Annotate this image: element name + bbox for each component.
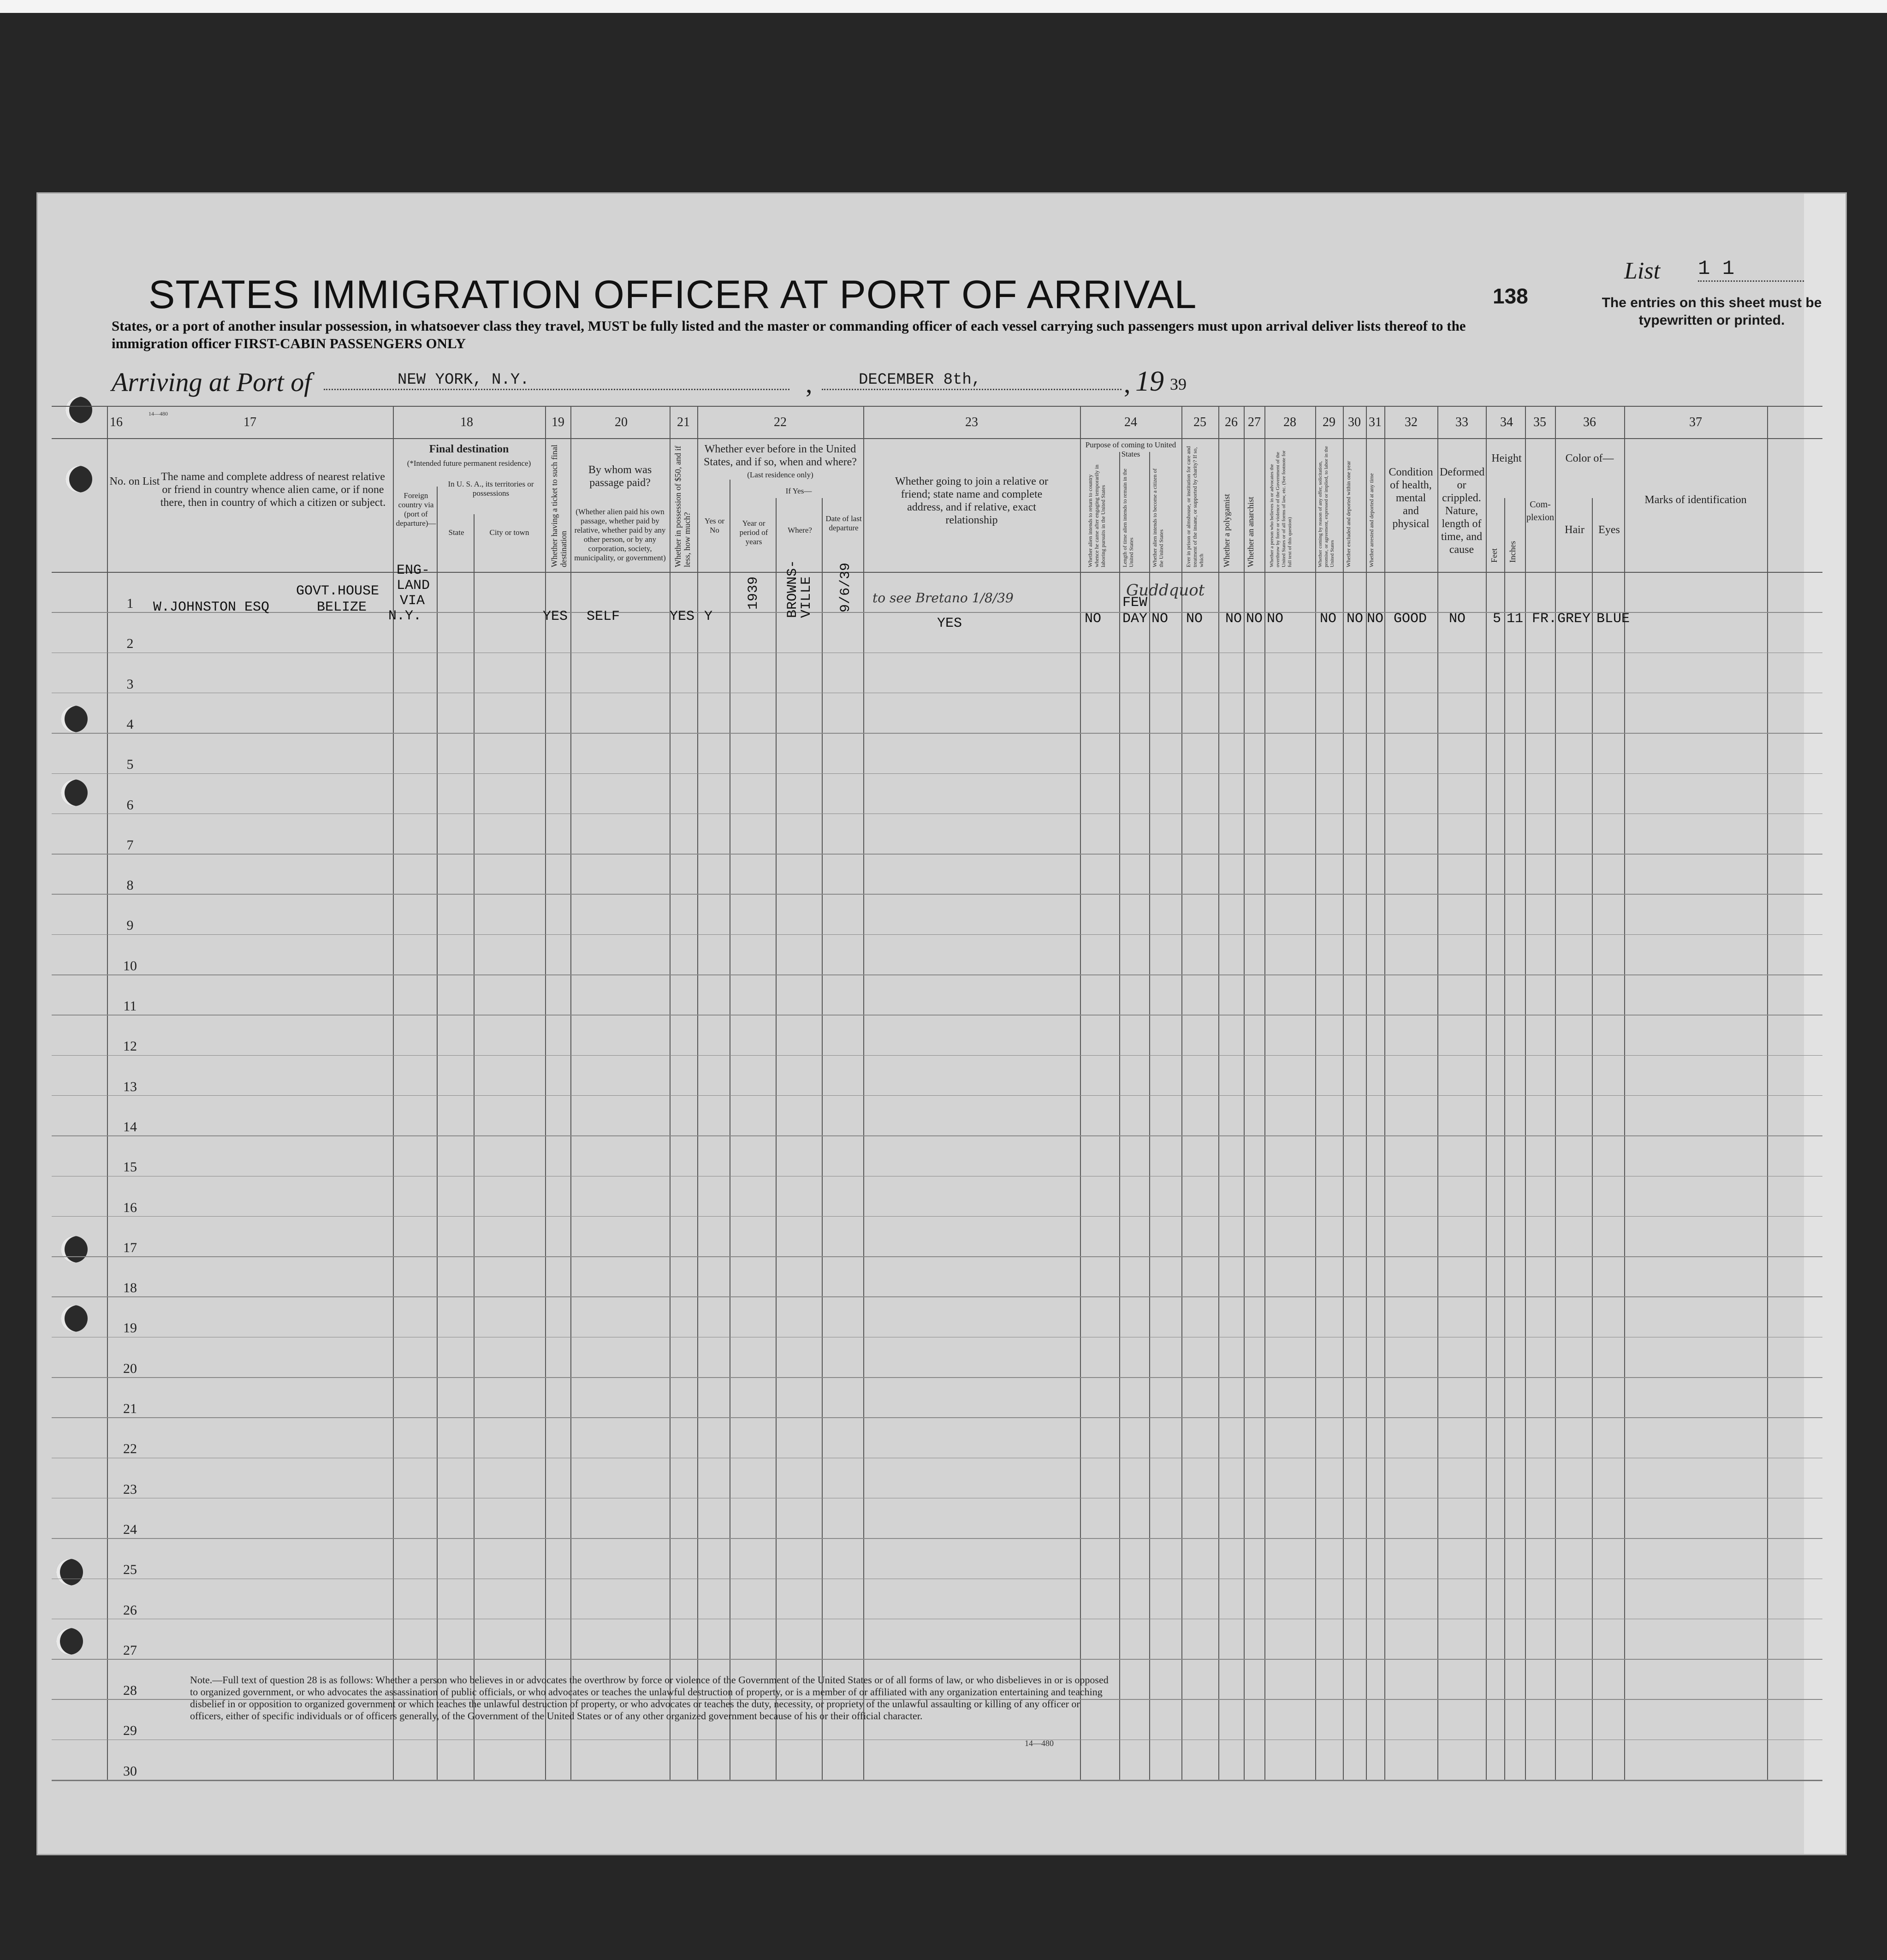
col-number: 28: [1283, 415, 1296, 429]
row-line: [52, 773, 1822, 774]
header-feet: Feet: [1489, 548, 1499, 563]
margin-form-number: 14—480: [148, 410, 168, 417]
header-possession: Whether in possession of $50, and if less, how much?: [673, 445, 692, 567]
col-number: 24: [1124, 415, 1137, 429]
row-number: 29: [123, 1723, 137, 1739]
entry-hair: GREY: [1557, 611, 1591, 627]
col-number: 34: [1500, 415, 1513, 429]
row-line: [52, 1095, 1822, 1096]
row-number: 7: [126, 837, 134, 853]
row-number: 9: [126, 918, 134, 933]
header-q31: Whether arrested and deported at any time: [1368, 473, 1375, 567]
header-no-on-list: No. on List: [109, 475, 160, 487]
list-value: 1 1: [1698, 257, 1804, 282]
typewritten-note: The entries on this sheet must be typewritten or printed.: [1602, 295, 1822, 328]
header-purpose-citizen: Whether alien intends to become a citizen of the United States: [1151, 468, 1164, 567]
header-year-period: Year or period of years: [739, 519, 768, 546]
row-line: [52, 1780, 1822, 1781]
header-height: Height: [1491, 452, 1522, 464]
header-nearest-relative: The name and complete address of nearest relative or friend in country whence alien came, or if none there, then in country of which a citizen or subject.: [160, 471, 386, 509]
entry-q29: NO: [1320, 611, 1337, 627]
header-q30: Whether excluded and deported within one year: [1345, 461, 1352, 567]
col-number: 32: [1405, 415, 1418, 429]
entry-address-line1: GOVT.HOUSE: [296, 583, 380, 599]
row-line: [52, 1216, 1822, 1217]
header-purpose-return: Whether alien intends to return to country whence he came after engaging temporarily in laboring pursuits in the United States: [1087, 464, 1106, 567]
row-line: [52, 1498, 1822, 1499]
manifest-grid: [38, 406, 1845, 1817]
header-foreign-country: Foreign country via (port of departure)—: [396, 491, 436, 528]
col-line: [437, 487, 438, 1780]
arrival-date: DECEMBER 8th,: [822, 371, 1122, 390]
row-line: [52, 1015, 1822, 1016]
entry-inches: 11: [1507, 611, 1524, 627]
entry-purpose-return: NO: [1085, 611, 1102, 627]
row-line: [52, 693, 1822, 694]
entry-handwritten-purpose: Guddquot: [1126, 581, 1205, 600]
row-number: 26: [123, 1602, 137, 1618]
row-line: [52, 1458, 1822, 1459]
row-number: 27: [123, 1642, 137, 1658]
col-line: [1504, 498, 1505, 1780]
entry-joining: YES: [937, 616, 962, 631]
header-q29: Whether coming by reason of any offer, solicitation, promise, or agreement, expressed or implied, to labor in the United States: [1317, 446, 1335, 567]
row-number: 4: [126, 716, 134, 732]
col-line: [1119, 452, 1120, 1780]
header-health: Condition of health, mental and physical: [1389, 466, 1433, 530]
entry-address-line2: BELIZE: [317, 600, 367, 615]
comma: ,: [1124, 368, 1131, 398]
row-number: 25: [123, 1562, 137, 1578]
header-eyes: Eyes: [1598, 524, 1620, 536]
row-number: 2: [126, 636, 134, 652]
entry-polygamist: NO: [1225, 611, 1242, 627]
row-number: 30: [123, 1763, 137, 1779]
manifest-sheet: [38, 194, 1845, 1854]
col-line: [474, 514, 475, 1780]
col-number: 19: [552, 415, 564, 429]
col-number: 35: [1533, 415, 1546, 429]
row-line: [52, 1256, 1822, 1257]
entry-foreign-3: VIA: [400, 593, 425, 609]
row-number: 10: [123, 958, 137, 974]
col-number: 23: [965, 415, 978, 429]
page-subtitle: States, or a port of another insular possession, in whatsoever class they travel, MUST be fully listed and the master or commanding officer of each vessel carrying such passengers must upon arrival deliver lists thereof to the immigration officer FIRST-CABIN PASSENGERS ONLY: [112, 318, 1466, 351]
header-if-yes: If Yes—: [785, 487, 812, 495]
header-marks: Marks of identification: [1644, 494, 1747, 506]
header-prison: Ever in prison or almshouse, or institution for care and treatment of the insane, or supported by charity? If so, which: [1185, 446, 1205, 567]
row-line: [52, 1055, 1822, 1056]
entry-health: GOOD: [1394, 611, 1427, 627]
header-final-destination-note: (*Intended future permanent residence): [407, 459, 531, 468]
row-number: 16: [123, 1200, 137, 1215]
col-number: 16: [110, 415, 123, 429]
col-number: 25: [1193, 415, 1206, 429]
row-number: 15: [123, 1159, 137, 1175]
entry-foreign-2: LAND: [397, 578, 430, 594]
entry-eyes: BLUE: [1596, 611, 1630, 627]
row-line: [52, 894, 1822, 895]
footnote: Note.—Full text of question 28 is as follows: Whether a person who believes in or advocates the overthrow by force or violence of the Government of the United States or of all forms of law, or who disbelieves in or is opposed to organized government, or who advocates the assassination of public officials, or who advocates or teaches the unlawful destruction of property, or is a member of or affiliated with any organization entertaining and teaching disbelief in or opposition to organized government or which teaches the unlawful destruction of property, or who advocates or teaches the duty, necessity, or propriety of the unlawful assaulting or killing of any officer or officers, either of specific individuals or of officers generally, of the Government of the United States or of any other organized government because of his or their official character.: [190, 1674, 1109, 1722]
list-label: List: [1624, 258, 1661, 284]
arrival-year-prefix: 19: [1135, 366, 1164, 397]
col-number: 18: [460, 415, 473, 429]
row-line: [52, 1337, 1822, 1338]
header-passage-paid: By whom was passage paid?: [588, 464, 652, 489]
col-number: 37: [1689, 415, 1702, 429]
header-q28: Whether a person who believes in or advocates the overthrow by force or violence of the Government of the United States or of all forms of law, etc. (See footnote for full text of this question): [1269, 450, 1293, 567]
entry-q28: NO: [1267, 611, 1284, 627]
row-line: [52, 934, 1822, 935]
header-final-destination: Final destination: [429, 443, 509, 455]
page-title: STATES IMMIGRATION OFFICER AT PORT OF ARRIVAL: [148, 273, 1197, 317]
entry-handwritten-joining: to see Bretano 1/8/39: [872, 590, 1014, 606]
row-number: 1: [126, 596, 134, 611]
col-number: 30: [1348, 415, 1361, 429]
row-line: [52, 1619, 1822, 1620]
entry-foreign-1: ENG-: [397, 563, 430, 578]
col-number: 21: [677, 415, 690, 429]
grid-line: [52, 406, 1822, 407]
row-number: 12: [123, 1039, 137, 1054]
row-number: 3: [126, 676, 134, 692]
col-number: 26: [1225, 415, 1238, 429]
col-number: 20: [615, 415, 628, 429]
arrival-port: NEW YORK, N.Y.: [324, 371, 789, 390]
row-line: [52, 974, 1822, 975]
comma: ,: [806, 368, 813, 398]
row-line: [52, 1538, 1822, 1539]
col-number: 29: [1323, 415, 1335, 429]
col-line: [776, 498, 777, 1780]
row-line: [52, 1296, 1822, 1297]
entry-date-departure: 9/6/39: [838, 563, 854, 613]
entry-deformed: NO: [1449, 611, 1466, 627]
row-number: 6: [126, 797, 134, 813]
entry-purpose-citizen: NO: [1151, 611, 1169, 627]
col-number: 22: [774, 415, 787, 429]
entry-anarchist: NO: [1246, 611, 1263, 627]
row-line: [52, 1659, 1822, 1660]
header-ever-before-note: (Last residence only): [747, 470, 813, 479]
header-hair: Hair: [1565, 524, 1584, 536]
row-number: 11: [123, 998, 137, 1014]
row-number: 5: [126, 757, 134, 772]
row-number: 22: [123, 1441, 137, 1457]
grid-line: [52, 572, 1822, 573]
entry-ticket: YES: [543, 609, 568, 624]
entry-q31: NO: [1367, 611, 1384, 627]
row-number: 14: [123, 1119, 137, 1134]
entry-q30: NO: [1347, 611, 1364, 627]
entry-complexion: FR.: [1532, 611, 1557, 627]
row-number: 8: [126, 878, 134, 893]
entry-prison: NO: [1186, 611, 1203, 627]
row-number: 18: [123, 1280, 137, 1296]
header-yes-no: Yes or No: [704, 517, 725, 535]
header-joining-relative: Whether going to join a relative or friend; state name and complete address, and if relative, exact relationship: [895, 475, 1048, 526]
arrival-year-suffix: 39: [1170, 375, 1187, 393]
row-number: 20: [123, 1360, 137, 1376]
header-deformed: Deformed or crippled. Nature, length of time, and cause: [1440, 466, 1485, 556]
header-date-departure: Date of last departure: [825, 514, 862, 532]
header-color-of: Color of—: [1565, 452, 1614, 464]
entry-name: W.JOHNSTON ESQ: [153, 600, 270, 615]
col-number: 31: [1369, 415, 1382, 429]
entry-purpose-length-1: FEW: [1122, 595, 1148, 611]
entry-ever-before: Y: [704, 609, 713, 624]
page-number: 138: [1493, 284, 1528, 308]
header-in-usa: In U. S. A., its territories or possessions: [448, 480, 534, 498]
header-anarchist: Whether an anarchist: [1246, 497, 1255, 567]
header-passage-paid-note: (Whether alien paid his own passage, whether paid by relative, whether paid by any other person, or by any corporation, society, municipality, or government): [574, 507, 666, 562]
row-number: 13: [123, 1079, 137, 1094]
col-number: 17: [243, 415, 256, 429]
entry-money: YES: [670, 609, 695, 624]
header-ever-before: Whether ever before in the United States, and if so, when and where?: [704, 443, 857, 468]
header-inches: Inches: [1508, 541, 1517, 563]
row-line: [52, 1176, 1822, 1177]
row-line: [52, 1135, 1822, 1136]
top-border: [0, 0, 1887, 13]
header-where: Where?: [788, 526, 812, 535]
col-number: 33: [1455, 415, 1468, 429]
row-line: [52, 854, 1822, 855]
grid-line: [52, 438, 1822, 439]
row-line: [52, 733, 1822, 734]
header-city: City or town: [489, 528, 529, 537]
header-ticket: Whether having a ticket to such final destination: [550, 445, 568, 567]
header-complexion: Com-plexion: [1526, 499, 1554, 523]
entry-feet: 5: [1493, 611, 1501, 627]
entry-passage: SELF: [587, 609, 620, 624]
row-line: [52, 1377, 1822, 1378]
row-line: [52, 1417, 1822, 1418]
entry-purpose-length-2: DAY: [1122, 611, 1148, 627]
header-purpose: Purpose of coming to United States: [1085, 440, 1176, 458]
row-number: 23: [123, 1481, 137, 1497]
col-line: [822, 498, 823, 1780]
row-number: 17: [123, 1240, 137, 1255]
col-line: [1592, 498, 1593, 1780]
entry-foreign-4: N.Y.: [388, 608, 422, 624]
entry-year: 1939: [746, 576, 761, 610]
form-number: 14—480: [1025, 1739, 1054, 1748]
col-number: 27: [1248, 415, 1261, 429]
row-number: 28: [123, 1683, 137, 1699]
col-number: 36: [1583, 415, 1596, 429]
header-purpose-length: Length of time alien intends to remain in the United States: [1122, 469, 1134, 567]
row-number: 21: [123, 1401, 137, 1416]
row-line: [52, 1579, 1822, 1580]
header-state: State: [448, 528, 464, 537]
col-line: [1149, 452, 1150, 1780]
header-polygamist: Whether a polygamist: [1222, 494, 1231, 567]
entry-where: BROWNS-VILLE: [785, 559, 814, 618]
arriving-label: Arriving at Port of: [112, 367, 312, 397]
row-number: 24: [123, 1521, 137, 1537]
row-number: 19: [123, 1320, 137, 1336]
